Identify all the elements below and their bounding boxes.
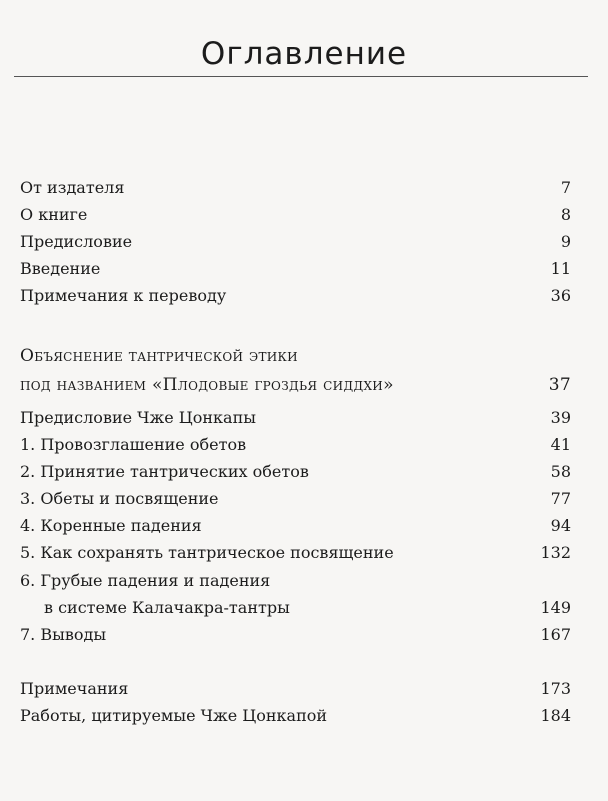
toc-entry-title: 6. Грубые падения и падения: [20, 571, 271, 590]
toc-entry-page: 11: [550, 259, 571, 278]
toc-entry-page: 167: [540, 625, 571, 644]
main-heading-line: [20, 345, 571, 367]
main-heading-title: Объяснение тантрической этики: [20, 346, 298, 366]
toc-entry-continuation: [20, 597, 571, 619]
toc-entry: [20, 542, 571, 564]
toc-entry-page: 77: [550, 489, 571, 508]
toc-entry-page: 58: [550, 462, 571, 481]
toc-entry: [20, 434, 571, 456]
toc-entry: [20, 515, 571, 537]
toc-entry-title: О книге: [20, 205, 88, 224]
main-heading-line: [20, 374, 571, 396]
toc-entry-page: 7: [560, 178, 571, 197]
toc-entry-title: 4. Коренные падения: [20, 516, 202, 535]
toc-entry: [20, 204, 571, 226]
toc-entry-title: 1. Провозглашение обетов: [20, 435, 247, 454]
page-title: Оглавление: [200, 36, 408, 72]
toc-entry-title: 3. Обеты и посвящение: [20, 489, 219, 508]
toc-entry-page: 39: [550, 408, 571, 427]
main-heading-subtitle: под названием «Плодовые гроздья сиддхи»: [20, 375, 394, 395]
toc-entry-title: Примечания: [20, 679, 129, 698]
toc-entry: [20, 285, 571, 307]
toc-entry-title: Предисловие Чже Цонкапы: [20, 408, 256, 427]
toc-entry: [20, 177, 571, 199]
title-rule: [14, 76, 588, 77]
toc-entry: [20, 705, 571, 727]
toc-entry: [20, 407, 571, 429]
toc-entry: [20, 461, 571, 483]
toc-entry-page: 41: [550, 435, 571, 454]
toc-entry-title: От издателя: [20, 178, 125, 197]
toc-entry: [20, 258, 571, 280]
toc-entry-page: 149: [540, 598, 571, 617]
toc-entry-page: 8: [560, 205, 571, 224]
toc-entry: [20, 678, 571, 700]
toc-entry: [20, 488, 571, 510]
toc-entry-title: 7. Выводы: [20, 625, 107, 644]
toc-entry-page: 9: [560, 232, 571, 251]
toc-entry: [20, 570, 571, 592]
toc-entry: [20, 624, 571, 646]
toc-entry: [20, 231, 571, 253]
toc-entry-title: 2. Принятие тантрических обетов: [20, 462, 309, 481]
toc-entry-title: Предисловие: [20, 232, 133, 251]
toc-entry-page: 94: [550, 516, 571, 535]
toc-entry-page: 132: [540, 543, 571, 562]
toc-entry-title: 5. Как сохранять тантрическое посвящение: [20, 543, 394, 562]
toc-entry-page: 36: [550, 286, 571, 305]
toc-entry-title: Примечания к переводу: [20, 286, 227, 305]
toc-entry-title: в системе Калачакра-тантры: [44, 598, 290, 617]
toc-entry-title: Работы, цитируемые Чже Цонкапой: [20, 706, 328, 725]
toc-entry-page: 37: [548, 375, 571, 395]
toc-entry-page: 184: [540, 706, 571, 725]
toc-entry-title: Введение: [20, 259, 101, 278]
toc-entry-page: 173: [540, 679, 571, 698]
